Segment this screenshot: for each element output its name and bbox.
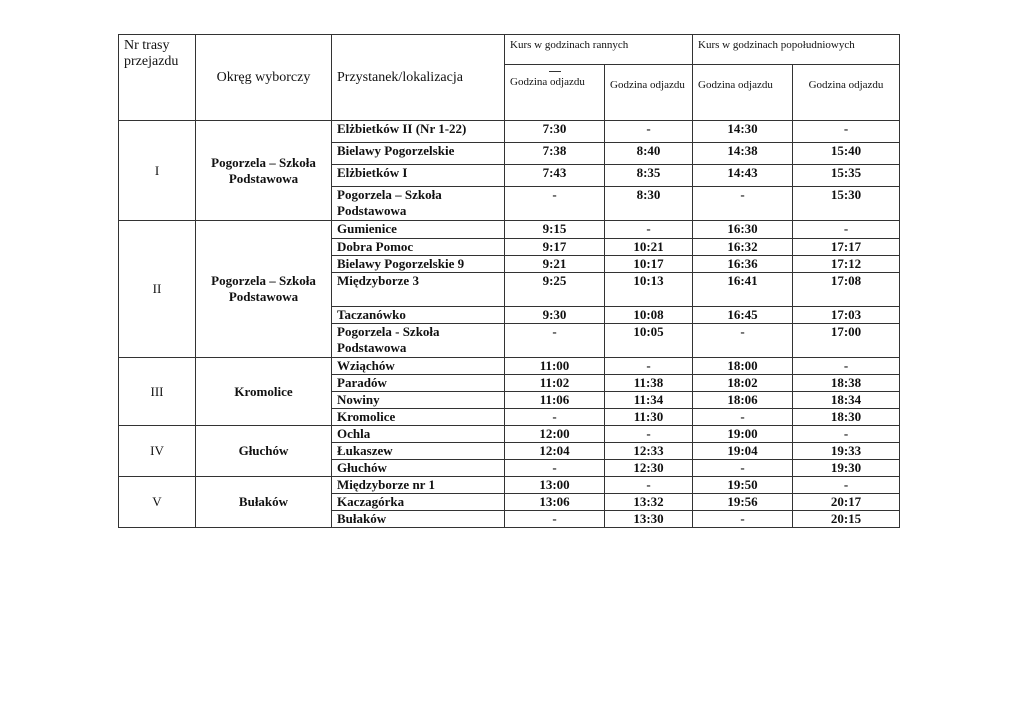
departure-time-4: 17:12 bbox=[793, 256, 900, 273]
departure-time-4: - bbox=[793, 221, 900, 239]
header-godzina-1-label: Godzina odjazdu bbox=[510, 76, 585, 88]
departure-time-1: - bbox=[505, 511, 605, 528]
departure-time-3: 18:02 bbox=[693, 375, 793, 392]
route-number: II bbox=[119, 221, 196, 358]
departure-time-1: 9:15 bbox=[505, 221, 605, 239]
table-row bbox=[119, 477, 900, 494]
route-district: Głuchów bbox=[196, 426, 332, 477]
table-row bbox=[119, 121, 900, 143]
departure-time-3: - bbox=[693, 409, 793, 426]
departure-time-2: 11:34 bbox=[605, 392, 693, 409]
stop-name: Elżbietków II (Nr 1-22) bbox=[332, 121, 505, 143]
departure-time-1: - bbox=[505, 460, 605, 477]
departure-time-3: 19:50 bbox=[693, 477, 793, 494]
departure-time-1: - bbox=[505, 409, 605, 426]
departure-time-4: - bbox=[793, 426, 900, 443]
header-nr: Nr trasy przejazdu bbox=[119, 35, 196, 121]
stop-name: Bułaków bbox=[332, 511, 505, 528]
route-number: V bbox=[119, 477, 196, 528]
departure-time-3: 19:56 bbox=[693, 494, 793, 511]
departure-time-2: 10:21 bbox=[605, 239, 693, 256]
departure-time-2: 12:30 bbox=[605, 460, 693, 477]
stop-name: Łukaszew bbox=[332, 443, 505, 460]
departure-time-3: 16:30 bbox=[693, 221, 793, 239]
departure-time-1: 11:02 bbox=[505, 375, 605, 392]
departure-time-3: 19:04 bbox=[693, 443, 793, 460]
departure-time-4: 19:30 bbox=[793, 460, 900, 477]
table-body bbox=[119, 121, 900, 528]
header-godzina-2: Godzina odjazdu bbox=[605, 65, 693, 121]
departure-time-4: - bbox=[793, 477, 900, 494]
departure-time-2: 8:40 bbox=[605, 143, 693, 165]
departure-time-1: - bbox=[505, 187, 605, 221]
departure-time-2: - bbox=[605, 426, 693, 443]
departure-time-2: - bbox=[605, 477, 693, 494]
departure-time-1: 7:43 bbox=[505, 165, 605, 187]
table-row bbox=[119, 358, 900, 375]
departure-time-1: 11:06 bbox=[505, 392, 605, 409]
departure-time-3: 16:36 bbox=[693, 256, 793, 273]
departure-time-3: 14:43 bbox=[693, 165, 793, 187]
table-header bbox=[119, 35, 900, 121]
departure-time-2: - bbox=[605, 221, 693, 239]
departure-time-1: 13:00 bbox=[505, 477, 605, 494]
departure-time-2: 13:30 bbox=[605, 511, 693, 528]
stop-name: Bielawy Pogorzelskie 9 bbox=[332, 256, 505, 273]
departure-time-3: 19:00 bbox=[693, 426, 793, 443]
stop-name: Pogorzela - Szkoła Podstawowa bbox=[332, 324, 505, 358]
departure-time-4: 18:30 bbox=[793, 409, 900, 426]
departure-time-2: 11:30 bbox=[605, 409, 693, 426]
departure-time-3: 18:06 bbox=[693, 392, 793, 409]
departure-time-4: - bbox=[793, 121, 900, 143]
departure-time-2: 11:38 bbox=[605, 375, 693, 392]
route-number: III bbox=[119, 358, 196, 426]
departure-time-4: 20:17 bbox=[793, 494, 900, 511]
departure-time-2: 8:30 bbox=[605, 187, 693, 221]
route-district: Pogorzela – Szkoła Podstawowa bbox=[196, 121, 332, 221]
departure-time-1: 13:06 bbox=[505, 494, 605, 511]
departure-time-3: 16:41 bbox=[693, 273, 793, 307]
header-godzina-3: Godzina odjazdu bbox=[693, 65, 793, 121]
departure-time-3: 14:38 bbox=[693, 143, 793, 165]
stop-name: Elżbietków I bbox=[332, 165, 505, 187]
stop-name: Paradów bbox=[332, 375, 505, 392]
departure-time-3: 14:30 bbox=[693, 121, 793, 143]
departure-time-2: 10:08 bbox=[605, 307, 693, 324]
route-district: Pogorzela – Szkoła Podstawowa bbox=[196, 221, 332, 358]
route-district: Bułaków bbox=[196, 477, 332, 528]
stop-name: Międzyborze 3 bbox=[332, 273, 505, 307]
departure-time-4: 15:35 bbox=[793, 165, 900, 187]
departure-time-2: 10:13 bbox=[605, 273, 693, 307]
header-godzina-4: Godzina odjazdu bbox=[793, 65, 900, 121]
departure-time-1: 7:38 bbox=[505, 143, 605, 165]
departure-time-4: 17:08 bbox=[793, 273, 900, 307]
stop-name: Bielawy Pogorzelskie bbox=[332, 143, 505, 165]
route-number: IV bbox=[119, 426, 196, 477]
stop-name: Taczanówko bbox=[332, 307, 505, 324]
departure-time-1: - bbox=[505, 324, 605, 358]
departure-time-4: 15:40 bbox=[793, 143, 900, 165]
departure-time-2: 10:17 bbox=[605, 256, 693, 273]
departure-time-4: 17:00 bbox=[793, 324, 900, 358]
departure-time-3: - bbox=[693, 324, 793, 358]
departure-time-3: - bbox=[693, 511, 793, 528]
departure-time-3: - bbox=[693, 187, 793, 221]
departure-time-3: 16:32 bbox=[693, 239, 793, 256]
stop-name: Międzyborze nr 1 bbox=[332, 477, 505, 494]
stop-name: Głuchów bbox=[332, 460, 505, 477]
departure-time-4: - bbox=[793, 358, 900, 375]
departure-time-4: 18:34 bbox=[793, 392, 900, 409]
route-district: Kromolice bbox=[196, 358, 332, 426]
departure-time-1: 11:00 bbox=[505, 358, 605, 375]
departure-time-1: 9:21 bbox=[505, 256, 605, 273]
header-godzina-1 bbox=[505, 65, 605, 121]
departure-time-4: 15:30 bbox=[793, 187, 900, 221]
departure-time-2: - bbox=[605, 358, 693, 375]
stop-name: Pogorzela – Szkoła Podstawowa bbox=[332, 187, 505, 221]
departure-time-1: 7:30 bbox=[505, 121, 605, 143]
departure-time-4: 17:17 bbox=[793, 239, 900, 256]
departure-time-2: 13:32 bbox=[605, 494, 693, 511]
departure-time-2: - bbox=[605, 121, 693, 143]
departure-time-2: 10:05 bbox=[605, 324, 693, 358]
header-okreg: Okręg wyborczy bbox=[196, 35, 332, 121]
header-przystanek: Przystanek/lokalizacja bbox=[332, 35, 505, 121]
stop-name: Kromolice bbox=[332, 409, 505, 426]
departure-time-1: 9:17 bbox=[505, 239, 605, 256]
departure-time-1: 12:00 bbox=[505, 426, 605, 443]
route-number: I bbox=[119, 121, 196, 221]
departure-time-2: 12:33 bbox=[605, 443, 693, 460]
stop-name: Kaczagórka bbox=[332, 494, 505, 511]
schedule-table bbox=[118, 34, 900, 528]
stop-name: Gumienice bbox=[332, 221, 505, 239]
departure-time-4: 19:33 bbox=[793, 443, 900, 460]
departure-time-1: 9:25 bbox=[505, 273, 605, 307]
stop-name: Nowiny bbox=[332, 392, 505, 409]
stop-name: Dobra Pomoc bbox=[332, 239, 505, 256]
table-row bbox=[119, 221, 900, 239]
departure-time-3: 16:45 bbox=[693, 307, 793, 324]
departure-time-1: 12:04 bbox=[505, 443, 605, 460]
table-row bbox=[119, 426, 900, 443]
departure-time-1: 9:30 bbox=[505, 307, 605, 324]
departure-time-4: 18:38 bbox=[793, 375, 900, 392]
header-kurs-popoludnie: Kurs w godzinach popołudniowych bbox=[693, 35, 900, 65]
departure-time-4: 20:15 bbox=[793, 511, 900, 528]
header-kurs-rano: Kurs w godzinach rannych bbox=[505, 35, 693, 65]
departure-time-3: - bbox=[693, 460, 793, 477]
departure-time-4: 17:03 bbox=[793, 307, 900, 324]
departure-time-2: 8:35 bbox=[605, 165, 693, 187]
stop-name: Wziąchów bbox=[332, 358, 505, 375]
stop-name: Ochla bbox=[332, 426, 505, 443]
header-decoration-line bbox=[549, 71, 561, 72]
departure-time-3: 18:00 bbox=[693, 358, 793, 375]
